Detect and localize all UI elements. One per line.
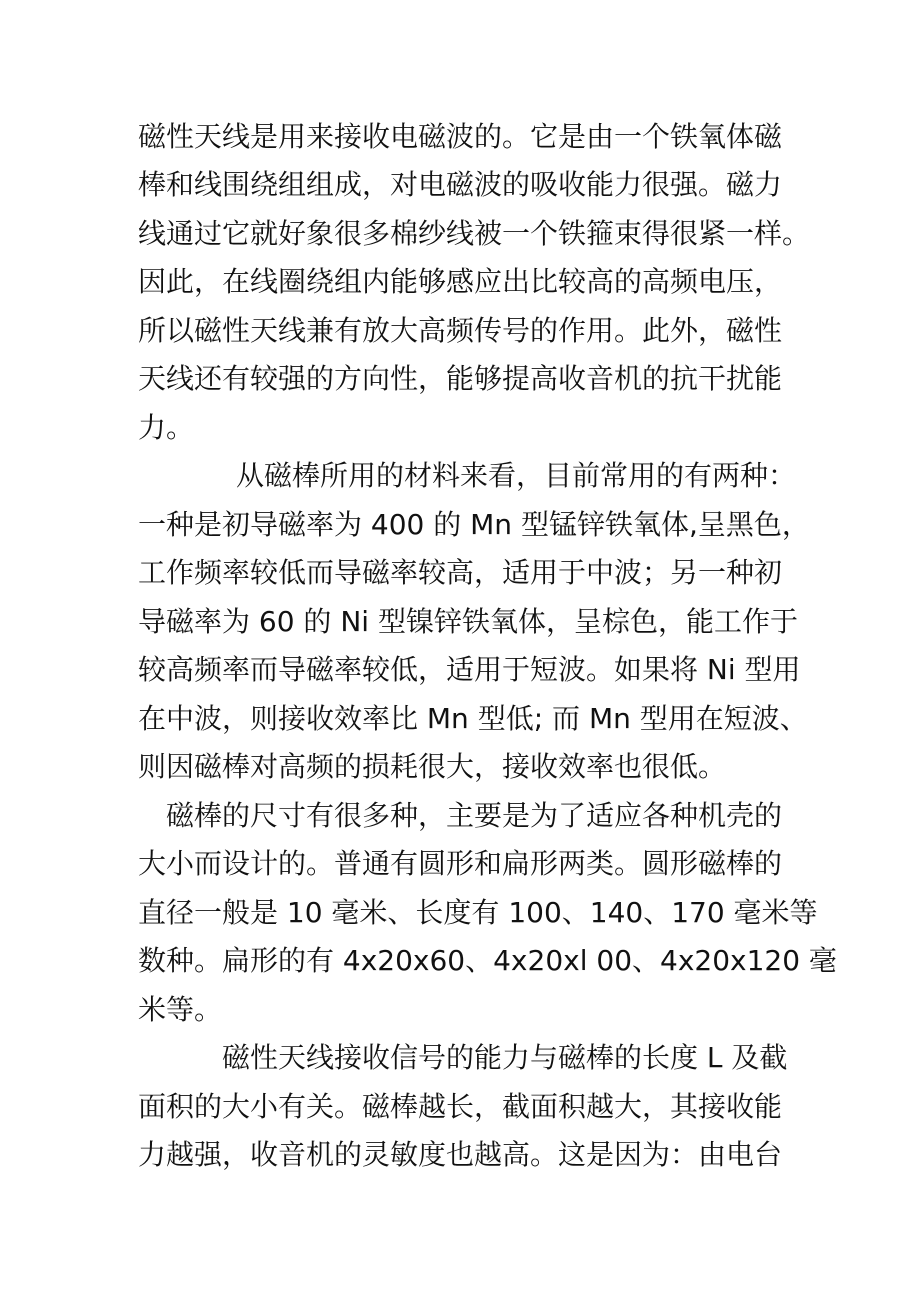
paragraph-2-line-5: 较高频率而导磁率较低，适用于短波。如果将 Ni 型用: [138, 653, 801, 686]
paragraph-3-line-3: 直径一般是 10 毫米、长度有 100、140、170 毫米等: [138, 896, 818, 929]
paragraph-1-line-3: 线通过它就好象很多棉纱线被一个铁箍束得很紧一样。: [138, 217, 811, 250]
paragraph-1-line-1: 磁性天线是用来接收电磁波的。它是由一个铁氧体磁: [138, 120, 783, 153]
paragraph-1-line-7: 力。: [138, 411, 195, 444]
paragraph-3-line-1: 磁棒的尺寸有很多种，主要是为了适应各种机壳的: [166, 799, 783, 832]
paragraph-4-line-1: 磁性天线接收信号的能力与磁棒的长度 L 及截: [222, 1041, 788, 1074]
paragraph-1-line-5: 所以磁性天线兼有放大高频传号的作用。此外，磁性: [138, 314, 783, 347]
paragraph-2-line-4: 导磁率为 60 的 Ni 型镍锌铁氧体，呈棕色，能工作于: [138, 605, 798, 638]
paragraph-3-line-5: 米等。: [138, 993, 223, 1026]
paragraph-1-line-2: 棒和线围绕组组成，对电磁波的吸收能力很强。磁力: [138, 168, 783, 201]
paragraph-4-line-3: 力越强，收音机的灵敏度也越高。这是因为：由电台: [138, 1138, 783, 1171]
paragraph-2-line-3: 工作频率较低而导磁率较高，适用于中波；另一种初: [138, 556, 783, 589]
paragraph-2-line-6: 在中波，则接收效率比 Mn 型低; 而 Mn 型用在短波、: [138, 702, 808, 735]
paragraph-1-line-6: 天线还有较强的方向性，能够提高收音机的抗干扰能: [138, 362, 783, 395]
paragraph-3-line-4: 数种。扁形的有 4x20x60、4x20xl 00、4x20x120 毫: [138, 944, 837, 977]
paragraph-4-line-2: 面积的大小有关。磁棒越长，截面积越大，其接收能: [138, 1090, 783, 1123]
paragraph-2-line-7: 则因磁棒对高频的损耗很大，接收效率也很低。: [138, 750, 727, 783]
paragraph-1-line-4: 因此，在线圈绕组内能够感应出比较高的高频电压，: [138, 265, 783, 298]
paragraph-2-line-2: 一种是初导磁率为 400 的 Mn 型锰锌铁氧体,呈黑色，: [138, 508, 810, 541]
paragraph-3-line-2: 大小而设计的。普通有圆形和扁形两类。圆形磁棒的: [138, 847, 783, 880]
paragraph-2-line-1: 从磁棒所用的材料来看，目前常用的有两种：: [236, 459, 797, 492]
